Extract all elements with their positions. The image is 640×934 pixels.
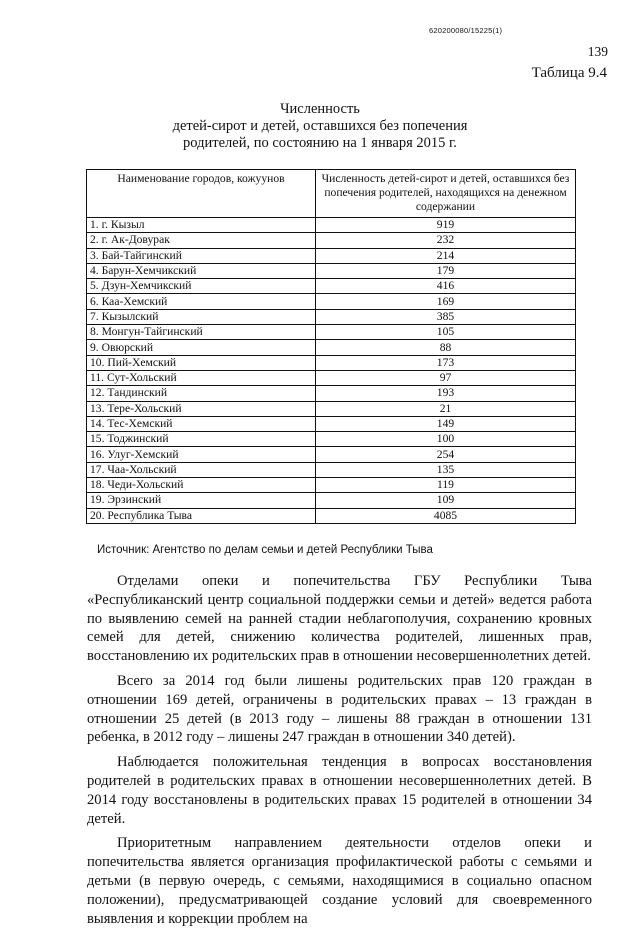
- row-name-cell: 9. Овюрский: [87, 340, 316, 355]
- row-value-cell: 416: [316, 279, 576, 294]
- row-value-cell: 88: [316, 340, 576, 355]
- row-name-cell: 3. Бай-Тайгинский: [87, 248, 316, 263]
- row-value-cell: 100: [316, 432, 576, 447]
- row-value-cell: 97: [316, 370, 576, 385]
- body-text: [87, 572, 592, 934]
- row-value-cell: 214: [316, 248, 576, 263]
- row-value-cell: 232: [316, 233, 576, 248]
- table-row: [87, 309, 576, 324]
- row-name-cell: 17. Чаа-Хольский: [87, 462, 316, 477]
- table-row: [87, 248, 576, 263]
- row-name-cell: 20. Республика Тыва: [87, 508, 316, 523]
- row-value-cell: 385: [316, 309, 576, 324]
- column-header-name: Наименование городов, кожуунов: [87, 170, 316, 218]
- orphans-table: [86, 169, 576, 524]
- table-row: [87, 355, 576, 370]
- row-name-cell: 14. Тес-Хемский: [87, 416, 316, 431]
- row-name-cell: 13. Тере-Хольский: [87, 401, 316, 416]
- table-row: [87, 294, 576, 309]
- row-value-cell: 119: [316, 478, 576, 493]
- row-name-cell: 11. Сут-Хольский: [87, 370, 316, 385]
- table-title: [0, 101, 640, 152]
- column-header-count: Численность детей-сирот и детей, оставшихся без попечения родителей, находящихся на денежном содержании: [316, 170, 576, 218]
- row-name-cell: 10. Пий-Хемский: [87, 355, 316, 370]
- row-name-cell: 19. Эрзинский: [87, 493, 316, 508]
- row-name-cell: 4. Барун-Хемчикский: [87, 263, 316, 278]
- row-value-cell: 193: [316, 386, 576, 401]
- row-value-cell: 254: [316, 447, 576, 462]
- row-name-cell: 1. г. Кызыл: [87, 218, 316, 233]
- table-source: Источник: Агентство по делам семьи и детей Республики Тыва: [97, 544, 433, 556]
- paragraph: Приоритетным направлением деятельности отделов опеки и попечительства является организация профилактической работы с семьями и детьми (в первую очередь, с семьями, находящимися в социально опасном положении), предусматривающей создание условий для своевременного выявления и коррекции проблем на: [87, 835, 592, 927]
- table-row: [87, 340, 576, 355]
- table-row: [87, 416, 576, 431]
- paragraph: Всего за 2014 год были лишены родительских прав 120 граждан в отношении 169 детей, ограничены в родительских правах – 13 граждан в отношении 25 детей (в 2013 году – лишены 88 граждан в отношении 131 ребенка, в 2012 году – лишены 247 граждан в отношении 340 детей).: [87, 672, 592, 746]
- paragraph: Наблюдается положительная тенденция в вопросах восстановления родителей в родительских правах в отношении несовершеннолетних детей. В 2014 году восстановлены в родительских правах 15 родителей в отношении 34 детей.: [87, 754, 592, 827]
- row-value-cell: 135: [316, 462, 576, 477]
- row-value-cell: 21: [316, 401, 576, 416]
- table-row: [87, 279, 576, 294]
- table-row: [87, 325, 576, 340]
- row-name-cell: 2. г. Ак-Довурак: [87, 233, 316, 248]
- page-number: 139: [587, 44, 608, 59]
- table-row: [87, 218, 576, 233]
- row-value-cell: 109: [316, 493, 576, 508]
- row-name-cell: 16. Улуг-Хемский: [87, 447, 316, 462]
- table-row: [87, 493, 576, 508]
- table-row: [87, 447, 576, 462]
- row-name-cell: 6. Каа-Хемский: [87, 294, 316, 309]
- row-value-cell: 179: [316, 263, 576, 278]
- row-value-cell: 919: [316, 218, 576, 233]
- table-row: [87, 386, 576, 401]
- row-name-cell: 18. Чеди-Хольский: [87, 478, 316, 493]
- row-value-cell: 169: [316, 294, 576, 309]
- row-name-cell: 5. Дзун-Хемчикский: [87, 279, 316, 294]
- title-line-3: родителей, по состоянию на 1 января 2015 г.: [183, 135, 457, 151]
- title-line-1: Численность: [280, 101, 360, 117]
- row-value-cell: 105: [316, 325, 576, 340]
- table-row: [87, 263, 576, 278]
- title-line-2: детей-сирот и детей, оставшихся без попечения: [172, 118, 468, 134]
- table-row: [87, 478, 576, 493]
- row-name-cell: 8. Монгун-Тайгинский: [87, 325, 316, 340]
- table-row: [87, 233, 576, 248]
- row-value-cell: 149: [316, 416, 576, 431]
- table-row: [87, 401, 576, 416]
- row-value-cell: 173: [316, 355, 576, 370]
- row-name-cell: 12. Тандинский: [87, 386, 316, 401]
- table-body: [87, 218, 576, 524]
- document-id: 620200080/15225(1): [429, 26, 503, 35]
- table-row: [87, 370, 576, 385]
- paragraph: Отделами опеки и попечительства ГБУ Республики Тыва «Республиканский центр социальной поддержки семьи и детей» ведется работа по выявлению семей на ранней стадии неблагополучия, сохранению кровных семей для детей, снижению количества родителей, лишенных прав, восстановлению их родительских прав в отношении несовершеннолетних детей.: [87, 573, 592, 665]
- table-row: [87, 508, 576, 523]
- table-header-row: [87, 170, 576, 218]
- row-name-cell: 7. Кызылский: [87, 309, 316, 324]
- row-name-cell: 15. Тоджинский: [87, 432, 316, 447]
- table-row: [87, 432, 576, 447]
- table-label: Таблица 9.4: [531, 65, 607, 81]
- row-value-cell: 4085: [316, 508, 576, 523]
- table-row: [87, 462, 576, 477]
